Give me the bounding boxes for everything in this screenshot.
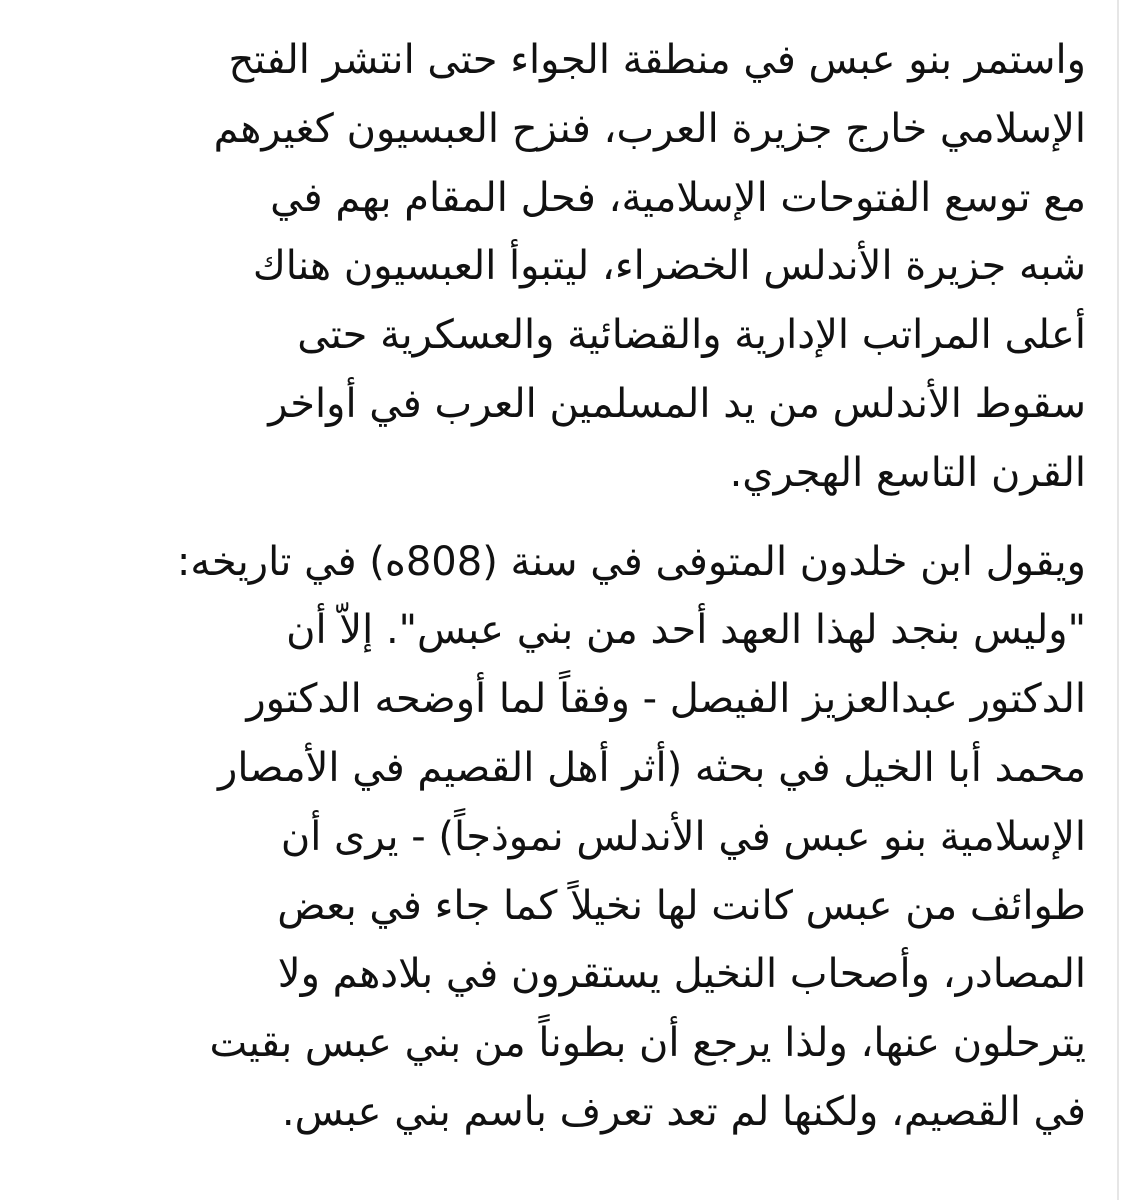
paragraph-1-line-5: أعلى المراتب الإدارية والقضائية والعسكرية حتى <box>297 312 1086 359</box>
paragraph-2-line-8: يترحلون عنها، ولذا يرجع أن بطوناً من بني عبس بقيت <box>209 1020 1086 1067</box>
paragraph-2-line-2: "وليس بنجد لهذا العهد أحد من بني عبس". إلاّ أن <box>286 607 1086 654</box>
paragraph-2 <box>40 528 1086 1147</box>
paragraph-2-line-9: في القصيم، ولكنها لم تعد تعرف باسم بني عبس. <box>281 1088 1086 1135</box>
paragraph-1-line-7: القرن التاسع الهجري. <box>729 449 1086 496</box>
paragraph-1-line-2: الإسلامي خارج جزيرة العرب، فنزح العبسيون كغيرهم <box>213 105 1086 152</box>
paragraph-1-line-6: سقوط الأندلس من يد المسلمين العرب في أواخر <box>268 380 1086 427</box>
paragraph-2-line-4: محمد أبا الخيل في بحثه (أثر أهل القصيم في الأمصار <box>218 744 1086 791</box>
paragraph-2-line-3: الدكتور عبدالعزيز الفيصل - وفقاً لما أوضحه الدكتور <box>246 676 1086 723</box>
paragraph-2-line-6: طوائف من عبس كانت لها نخيلاً كما جاء في بعض <box>277 882 1086 929</box>
paragraph-1-line-4: شبه جزيرة الأندلس الخضراء، ليتبوأ العبسيون هناك <box>252 243 1086 290</box>
paragraph-2-line-7: المصادر، وأصحاب النخيل يستقرون في بلادهم ولا <box>277 951 1086 998</box>
paragraph-2-line-1: ويقول ابن خلدون المتوفى في سنة (808ه) في تاريخه: <box>176 538 1086 585</box>
paragraph-1 <box>40 26 1086 508</box>
paragraph-1-line-3: مع توسع الفتوحات الإسلامية، فحل المقام بهم في <box>270 174 1086 221</box>
paragraph-1-line-1: واستمر بنو عبس في منطقة الجواء حتى انتشر الفتح <box>228 37 1086 83</box>
page-edge-divider <box>1117 0 1119 1200</box>
article-body <box>40 26 1086 1147</box>
paragraph-2-line-5: الإسلامية بنو عبس في الأندلس نموذجاً) - يرى أن <box>280 813 1086 860</box>
